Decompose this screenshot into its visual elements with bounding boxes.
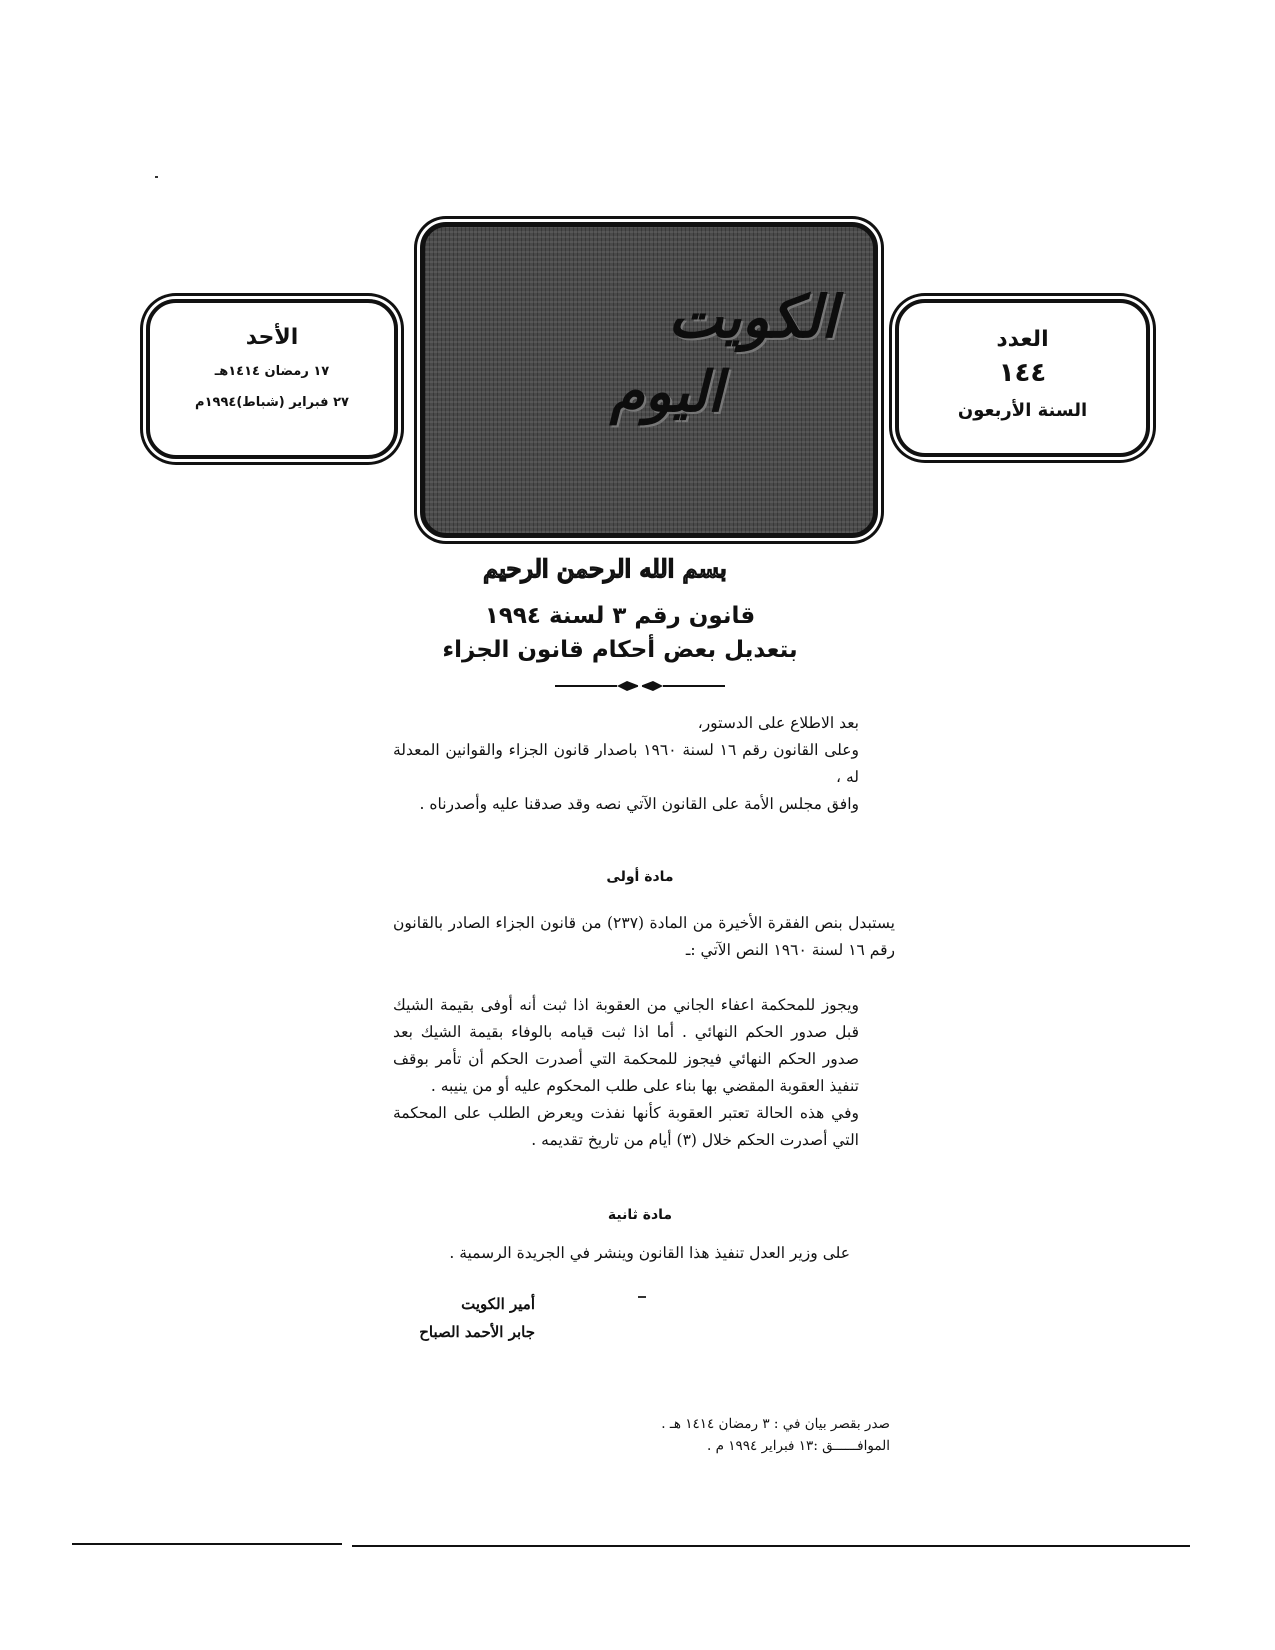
bottom-rule-right — [352, 1545, 1190, 1547]
scan-speck — [638, 1296, 646, 1298]
article-1-intro: يستبدل بنص الفقرة الأخيرة من المادة (٢٣٧) من قانون الجزاء الصادر بالقانون رقم ١٦ لسنة ١٩٦٠ النص الآتي :ـ — [393, 914, 895, 959]
preamble-line: وعلى القانون رقم ١٦ لسنة ١٩٦٠ باصدار قانون الجزاء والقوانين المعدلة له ، — [393, 741, 860, 786]
issue-number: ١٤٤ — [998, 358, 1047, 388]
article-1-paragraph: ويجوز للمحكمة اعفاء الجاني من العقوبة اذا ثبت أنه أوفى بقيمة الشيك قبل صدور الحكم النهائي . أما اذا ثبت قيامه بالوفاء بقيمة الشيك بعد صدور الحكم النهائي فيجوز للمحكمة التي أصدرت الحكم أن تأمر بوقف تنفيذ العقوبة المقضي بها بناء على طلب المحكوم عليه أو من ينيبه . — [393, 996, 859, 1095]
date-box — [146, 299, 398, 459]
signature-block — [380, 1290, 535, 1346]
masthead-line-1: الكويت — [668, 283, 837, 351]
preamble — [393, 710, 895, 818]
article-2-text: على وزير العدل تنفيذ هذا القانون وينشر في الجريدة الرسمية . — [449, 1244, 850, 1262]
preamble-line: وافق مجلس الأمة على القانون الآتي نصه وقد صدقنا عليه وأصدرناه . — [419, 795, 859, 813]
masthead-line-2: اليوم — [609, 359, 723, 425]
article-1-heading: مادة أولى — [606, 869, 674, 885]
issue-label: العدد — [996, 327, 1049, 352]
law-subtitle: بتعديل بعض أحكام قانون الجزاء — [442, 637, 798, 663]
gregorian-date: ٢٧ فبراير (شباط)١٩٩٤م — [195, 395, 349, 410]
signatory-name: جابر الأحمد الصباح — [419, 1323, 535, 1341]
basmala: بسم الله الرحمن الرحيم — [483, 554, 727, 583]
article-1-paragraph: وفي هذه الحالة تعتبر العقوبة كأنها نفذت ويعرض الطلب على المحكمة التي أصدرت الحكم خلال (٣) أيام من تاريخ تقديمه . — [393, 1104, 859, 1149]
bottom-rule-left — [72, 1543, 342, 1545]
preamble-line: بعد الاطلاع على الدستور، — [697, 714, 859, 732]
ornament-divider — [555, 679, 725, 693]
law-title: قانون رقم ٣ لسنة ١٩٩٤ — [484, 603, 756, 629]
issue-year: السنة الأربعون — [957, 400, 1088, 421]
signatory-title: أمير الكويت — [461, 1295, 535, 1313]
issue-box — [895, 299, 1150, 457]
hijri-date: ١٧ رمضان ١٤١٤هـ — [214, 364, 330, 379]
day-label: الأحد — [245, 325, 299, 350]
issued-note — [600, 1413, 890, 1457]
issued-line-1: صدر بقصر بيان في : ٣ رمضان ١٤١٤ هـ . — [661, 1416, 890, 1432]
article-1-amended-text — [393, 992, 895, 1154]
masthead-logo — [420, 222, 878, 538]
article-2-heading: مادة ثانية — [607, 1207, 673, 1223]
scan-speck — [155, 176, 158, 178]
issued-line-2: الموافــــــق :١٣ فبراير ١٩٩٤ م . — [707, 1438, 890, 1454]
